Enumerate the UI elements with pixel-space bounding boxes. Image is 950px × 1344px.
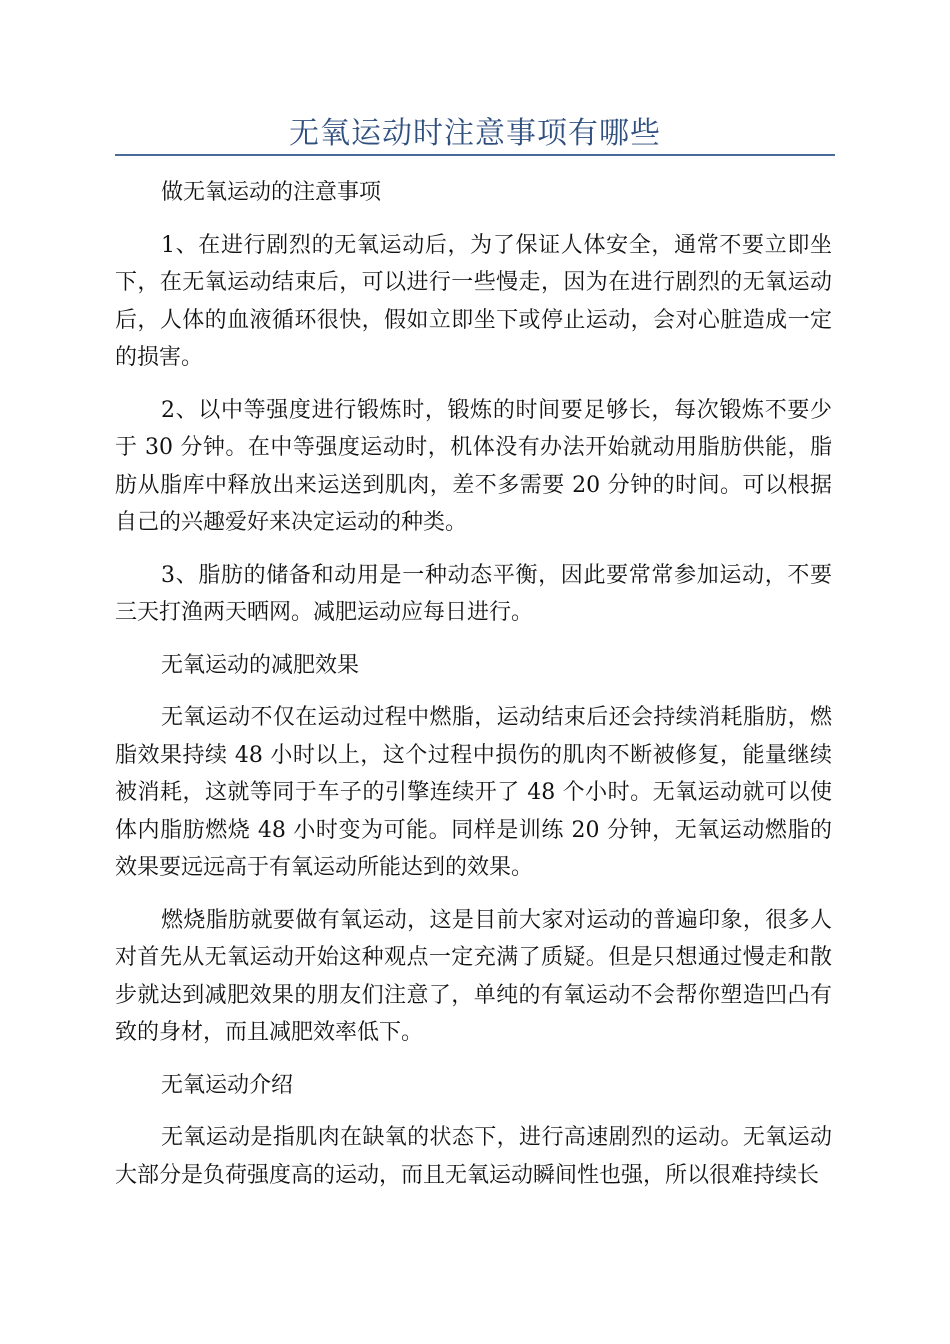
paragraph: 2、以中等强度进行锻炼时，锻炼的时间要足够长，每次锻炼不要少于 30 分钟。在中等强度运动时，机体没有办法开始就动用脂肪供能，脂肪从脂库中释放出来运送到肌肉，差不多需要 20 分钟的时间。可以根据自己的兴趣爱好来决定运动的种类。: [115, 397, 832, 535]
section-heading: 无氧运动介绍: [161, 1072, 294, 1098]
paragraph: 3、脂肪的储备和动用是一种动态平衡，因此要常常参加运动，不要三天打渔两天晒网。减肥运动应每日进行。: [115, 562, 832, 625]
paragraph: 燃烧脂肪就要做有氧运动，这是目前大家对运动的普遍印象，很多人对首先从无氧运动开始这种观点一定充满了质疑。但是只想通过慢走和散步就达到减肥效果的朋友们注意了，单纯的有氧运动不会帮你塑造凹凸有致的身材，而且减肥效率低下。: [115, 907, 832, 1045]
document-title: 无氧运动时注意事项有哪些: [289, 116, 661, 151]
paragraph: 1、在进行剧烈的无氧运动后，为了保证人体安全，通常不要立即坐下，在无氧运动结束后，可以进行一些慢走，因为在进行剧烈的无氧运动后，人体的血液循环很快，假如立即坐下或停止运动，会对心脏造成一定的损害。: [115, 232, 832, 370]
title-divider: [115, 154, 835, 156]
section-heading: 做无氧运动的注意事项: [161, 180, 382, 205]
paragraph: 无氧运动不仅在运动过程中燃脂，运动结束后还会持续消耗脂肪，燃脂效果持续 48 小时以上，这个过程中损伤的肌肉不断被修复，能量继续被消耗，这就等同于车子的引擎连续开了 48 个小时。无氧运动就可以使体内脂肪燃烧 48 小时变为可能。同样是训练 20 分钟，无氧运动燃脂的效果要远远高于有氧运动所能达到的效果。: [115, 705, 832, 880]
section-heading: 无氧运动的减肥效果: [161, 652, 360, 678]
paragraph: 无氧运动是指肌肉在缺氧的状态下，进行高速剧烈的运动。无氧运动大部分是负荷强度高的运动，而且无氧运动瞬间性也强，所以很难持续长: [115, 1125, 832, 1188]
document-body: [115, 174, 832, 1209]
